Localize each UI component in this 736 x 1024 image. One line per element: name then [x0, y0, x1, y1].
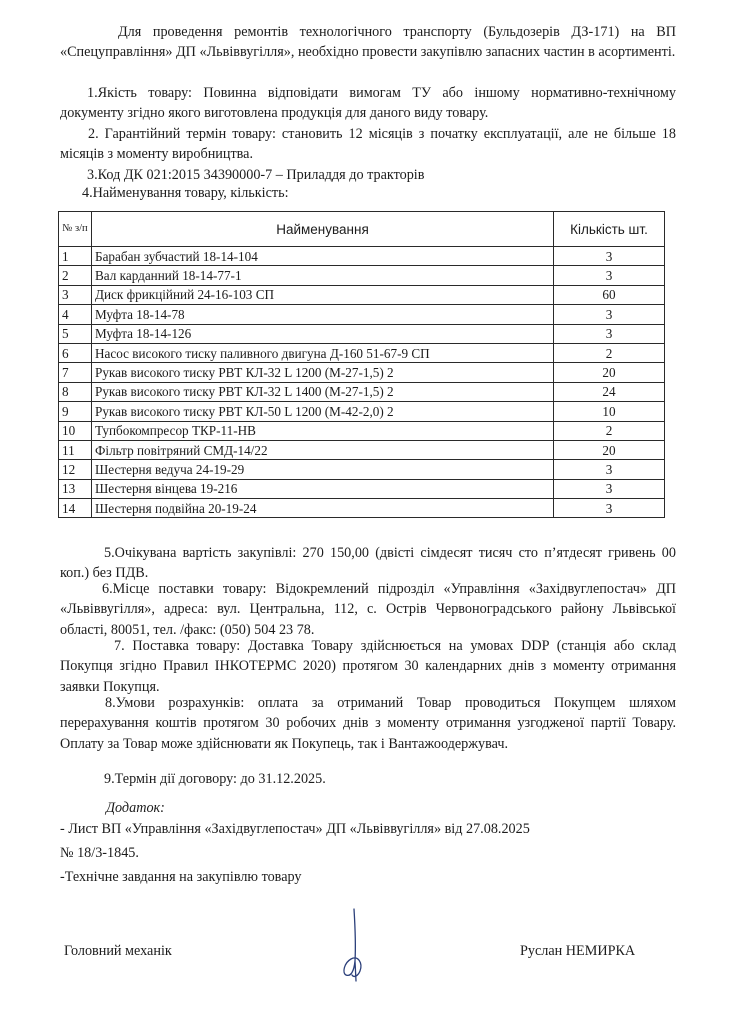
table-body: [59, 247, 665, 518]
row-quantity: 3: [554, 266, 665, 285]
row-number: 7: [59, 363, 92, 382]
table-row: [59, 499, 665, 518]
table-row: [59, 440, 665, 459]
row-quantity: 3: [554, 499, 665, 518]
table-row: [59, 421, 665, 440]
row-number: 11: [59, 440, 92, 459]
row-name: Диск фрикційний 24-16-103 СП: [92, 285, 554, 304]
row-number: 3: [59, 285, 92, 304]
signatory-role: Головний механік: [64, 943, 172, 959]
header-name: Найменування: [92, 212, 554, 247]
parts-table: [58, 211, 665, 518]
signatory-name: Руслан НЕМИРКА: [520, 943, 636, 959]
row-number: 2: [59, 266, 92, 285]
row-name: Муфта 18-14-78: [92, 305, 554, 324]
section-8-text: 8.Умови розрахунків: оплата за отриманий Товар проводиться Покупцем шляхом перерахування коштів протягом 30 робочих днів з моменту отримання узгодженої партії Товару. Оплату за Товар може здійснювати як Покупець, так і Вантажоодержувач.: [60, 695, 676, 752]
table-row: [59, 479, 665, 498]
row-quantity: 3: [554, 247, 665, 266]
row-name: Шестерня подвійна 20-19-24: [92, 499, 554, 518]
row-number: 4: [59, 305, 92, 324]
row-number: 14: [59, 499, 92, 518]
row-number: 8: [59, 382, 92, 401]
section-5-text: 5.Очікувана вартість закупівлі: 270 150,00 (двісті сімдесят тисяч сто п’ятдесят гривень 00 коп.) без ПДВ.: [60, 545, 676, 582]
row-quantity: 60: [554, 285, 665, 304]
table-row: [59, 247, 665, 266]
section-8-payment: [60, 693, 676, 754]
row-number: 5: [59, 324, 92, 343]
row-number: 1: [59, 247, 92, 266]
row-quantity: 3: [554, 305, 665, 324]
table-row: [59, 266, 665, 285]
section-6-text: 6.Місце поставки товару: Відокремлений підрозділ «Управління «Західвуглепостач» ДП «Львіввугілля», адреса: вул. Центральна, 112, с. Острів Червоноградського району Львівської області, 80051, тел. /факс: (050) 504 23 78.: [60, 581, 676, 638]
row-name: Шестерня вінцева 19-216: [92, 479, 554, 498]
attachment-item-1: - Лист ВП «Управління «Західвуглепостач» ДП «Львіввугілля» від 27.08.2025: [60, 821, 530, 837]
table-row: [59, 382, 665, 401]
section-2-text: 2. Гарантійний термін товару: становить 12 місяців з початку експлуатації, але не більше 18 місяців з моменту виробництва.: [60, 126, 676, 163]
table-row: [59, 305, 665, 324]
section-5-cost: [60, 543, 676, 584]
row-number: 10: [59, 421, 92, 440]
row-name: Рукав високого тиску РВТ КЛ-50 L 1200 (М-42-2,0) 2: [92, 402, 554, 421]
row-name: Тупбокомпресор ТКР-11-НВ: [92, 421, 554, 440]
table-row: [59, 363, 665, 382]
table-row: [59, 460, 665, 479]
section-7-text: 7. Поставка товару: Доставка Товару здійснюється на умовах DDP (станція або склад Покупця згідно Правил ІНКОТЕРМС 2020) протягом 30 календарних днів з моменту отримання заявки Покупця.: [60, 638, 676, 695]
section-3-code: 3.Код ДК 021:2015 34390000-7 – Приладдя до тракторів: [87, 167, 425, 183]
row-name: Фільтр повітряний СМД-14/22: [92, 440, 554, 459]
table-row: [59, 324, 665, 343]
row-number: 6: [59, 343, 92, 362]
header-number: № з/п: [59, 212, 92, 247]
row-quantity: 2: [554, 421, 665, 440]
row-quantity: 24: [554, 382, 665, 401]
attachment-item-1-number: № 18/3-1845.: [60, 845, 139, 861]
row-name: Муфта 18-14-126: [92, 324, 554, 343]
section-2-warranty: [60, 124, 676, 165]
section-1-quality: [60, 83, 676, 124]
row-quantity: 20: [554, 440, 665, 459]
section-1-text: 1.Якість товару: Повинна відповідати вимогам ТУ або іншому нормативно-технічному документу згідно якого виготовлена продукція для даного виду товару.: [60, 85, 676, 122]
section-7-delivery-terms: [60, 636, 676, 697]
row-quantity: 3: [554, 324, 665, 343]
section-9-term: 9.Термін дії договору: до 31.12.2025.: [104, 771, 326, 787]
row-quantity: 3: [554, 479, 665, 498]
row-quantity: 20: [554, 363, 665, 382]
row-name: Шестерня ведуча 24-19-29: [92, 460, 554, 479]
row-name: Рукав високого тиску РВТ КЛ-32 L 1400 (М-27-1,5) 2: [92, 382, 554, 401]
table-row: [59, 343, 665, 362]
intro-paragraph: [60, 22, 676, 63]
attachment-title: Додаток:: [106, 800, 165, 816]
row-name: Насос високого тиску паливного двигуна Д-160 51-67-9 СП: [92, 343, 554, 362]
row-name: Рукав високого тиску РВТ КЛ-32 L 1200 (М-27-1,5) 2: [92, 363, 554, 382]
header-quantity: Кількість шт.: [554, 212, 665, 247]
table-header-row: [59, 212, 665, 247]
row-name: Барабан зубчастий 18-14-104: [92, 247, 554, 266]
handwritten-signature: [336, 905, 376, 985]
row-number: 12: [59, 460, 92, 479]
row-quantity: 2: [554, 343, 665, 362]
section-6-delivery-place: [60, 579, 676, 640]
row-name: Вал карданний 18-14-77-1: [92, 266, 554, 285]
attachment-item-2: -Технічне завдання на закупівлю товару: [60, 869, 302, 885]
section-4-heading: 4.Найменування товару, кількість:: [82, 185, 289, 201]
intro-text: Для проведення ремонтів технологічного транспорту (Бульдозерів ДЗ-171) на ВП «Спецуправління» ДП «Львіввугілля», необхідно провести закупівлю запасних частин в асортименті.: [60, 24, 676, 61]
row-quantity: 3: [554, 460, 665, 479]
table-row: [59, 402, 665, 421]
row-number: 9: [59, 402, 92, 421]
row-quantity: 10: [554, 402, 665, 421]
table-row: [59, 285, 665, 304]
row-number: 13: [59, 479, 92, 498]
